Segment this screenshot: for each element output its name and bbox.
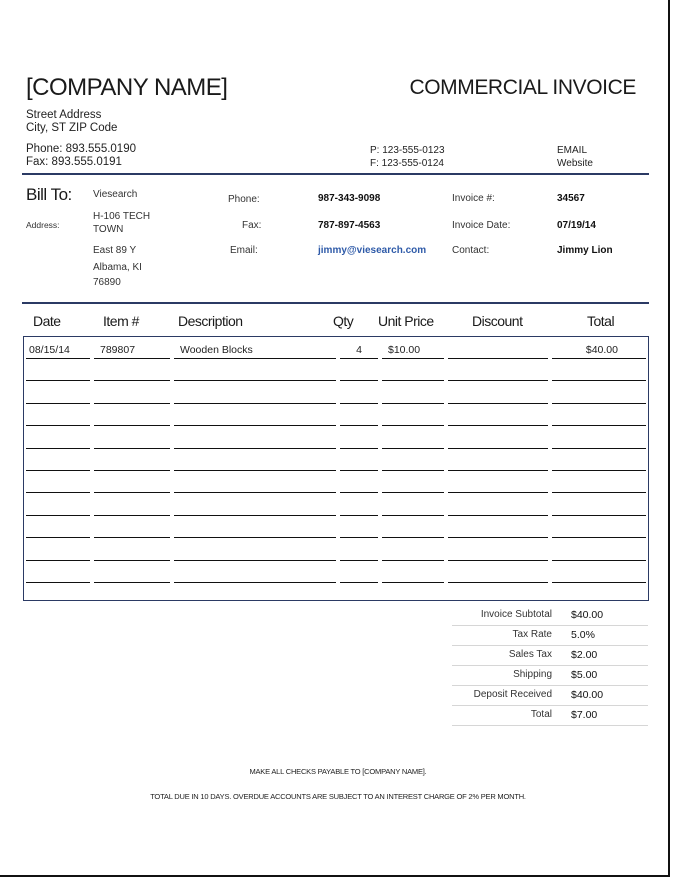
table-cell <box>174 547 336 561</box>
table-cell <box>382 569 444 583</box>
table-cell <box>174 412 336 426</box>
footer-payable: MAKE ALL CHECKS PAYABLE TO [COMPANY NAME]. <box>249 767 427 776</box>
table-cell-text: $10.00 <box>388 344 421 356</box>
totals-label: Sales Tax <box>508 649 552 660</box>
table-cell <box>94 345 170 359</box>
totals-rule <box>452 685 648 686</box>
phone-value: 987-343-9098 <box>318 193 381 204</box>
totals-rule <box>452 705 648 706</box>
col-header-date: Date <box>33 313 61 329</box>
table-cell <box>94 435 170 449</box>
invoice-date-label: Invoice Date: <box>452 220 511 231</box>
table-cell <box>552 524 646 538</box>
table-cell-text: 789807 <box>100 344 136 356</box>
table-cell <box>94 457 170 471</box>
col-header-total: Total <box>587 313 615 329</box>
table-cell <box>340 390 378 404</box>
table-cell <box>94 524 170 538</box>
contact-value: Jimmy Lion <box>557 245 613 256</box>
table-cell <box>26 435 90 449</box>
bill-to-title: Bill To: <box>26 185 72 204</box>
totals-label: Total <box>530 709 552 720</box>
table-cell <box>382 524 444 538</box>
company-name: [COMPANY NAME] <box>26 74 228 101</box>
table-cell <box>174 479 336 493</box>
table-cell-text: 08/15/14 <box>29 344 70 356</box>
table-cell <box>382 435 444 449</box>
table-cell <box>26 547 90 561</box>
email-field-label: Email: <box>230 245 258 256</box>
table-cell <box>552 502 646 516</box>
totals-label: Deposit Received <box>473 689 552 700</box>
col-header-description: Description <box>178 313 243 329</box>
table-cell <box>174 569 336 583</box>
table-cell <box>448 390 548 404</box>
footer-terms: TOTAL DUE IN 10 DAYS. OVERDUE ACCOUNTS ARE SUBJECT TO AN INTEREST CHARGE OF 2% PER MONTH. <box>150 792 526 801</box>
totals-value: $40.00 <box>571 609 604 621</box>
line-items-table <box>23 336 649 601</box>
table-cell <box>552 457 646 471</box>
table-cell <box>382 502 444 516</box>
invoice-date-value: 07/19/14 <box>557 220 596 231</box>
address-line-4: Albama, KI <box>93 262 142 273</box>
table-cell <box>94 412 170 426</box>
company-phone: Phone: 893.555.0190 <box>26 143 136 155</box>
table-cell <box>552 547 646 561</box>
table-cell <box>94 367 170 381</box>
table-cell <box>174 502 336 516</box>
table-cell <box>26 524 90 538</box>
email-value: jimmy@viesearch.com <box>318 245 427 256</box>
website-label: Website <box>557 158 593 169</box>
totals-label: Tax Rate <box>512 629 552 640</box>
street-address: Street Address <box>26 109 102 121</box>
table-cell <box>174 367 336 381</box>
totals-value: $7.00 <box>571 709 598 721</box>
totals-rule <box>452 665 648 666</box>
table-cell <box>382 457 444 471</box>
table-cell <box>174 457 336 471</box>
table-cell <box>94 390 170 404</box>
table-cell-text: $40.00 <box>585 344 618 356</box>
table-cell <box>94 547 170 561</box>
table-cell <box>448 457 548 471</box>
table-cell <box>382 367 444 381</box>
totals-label: Shipping <box>513 669 552 680</box>
table-cell <box>382 390 444 404</box>
table-cell <box>174 524 336 538</box>
totals-rule <box>452 725 648 726</box>
fax-value: 787-897-4563 <box>318 220 381 231</box>
address-line-5: 76890 <box>93 277 121 288</box>
table-cell <box>340 569 378 583</box>
totals-rule <box>452 625 648 626</box>
header-divider <box>22 173 649 175</box>
table-cell <box>552 479 646 493</box>
table-cell <box>448 547 548 561</box>
city-zip: City, ST ZIP Code <box>26 122 118 134</box>
table-cell <box>26 479 90 493</box>
table-cell <box>26 345 90 359</box>
col-header-discount: Discount <box>472 313 523 329</box>
totals-value: $2.00 <box>571 649 598 661</box>
table-cell <box>448 435 548 449</box>
billto-divider <box>22 302 649 304</box>
table-cell <box>26 457 90 471</box>
table-cell <box>552 367 646 381</box>
table-cell <box>26 569 90 583</box>
invoice-number-label: Invoice #: <box>452 193 495 204</box>
table-cell <box>552 435 646 449</box>
company-fax: Fax: 893.555.0191 <box>26 156 122 168</box>
table-cell <box>552 569 646 583</box>
table-cell <box>26 412 90 426</box>
table-cell <box>382 345 444 359</box>
f-line: F: 123-555-0124 <box>370 158 444 169</box>
table-cell <box>174 345 336 359</box>
table-cell-text: 4 <box>356 344 362 356</box>
table-cell <box>26 390 90 404</box>
address-line-1: H-106 TECH <box>93 211 151 222</box>
bill-to-name: Viesearch <box>93 189 138 200</box>
fax-label: Fax: <box>242 220 262 231</box>
table-cell <box>94 569 170 583</box>
p-line: P: 123-555-0123 <box>370 145 445 156</box>
table-cell <box>174 390 336 404</box>
contact-label: Contact: <box>452 245 490 256</box>
table-cell <box>340 524 378 538</box>
table-cell <box>382 547 444 561</box>
table-cell <box>340 457 378 471</box>
table-cell <box>448 524 548 538</box>
table-cell <box>340 435 378 449</box>
table-cell <box>26 367 90 381</box>
table-cell <box>174 435 336 449</box>
table-cell <box>552 412 646 426</box>
address-line-3: East 89 Y <box>93 245 137 256</box>
address-line-2: TOWN <box>93 224 124 235</box>
phone-label: Phone: <box>228 194 260 205</box>
table-cell <box>94 502 170 516</box>
table-cell <box>340 547 378 561</box>
document-title: COMMERCIAL INVOICE <box>409 76 636 99</box>
totals-value: 5.0% <box>571 629 595 641</box>
table-cell <box>340 479 378 493</box>
address-label: Address: <box>26 220 60 230</box>
table-cell <box>340 345 378 359</box>
table-cell <box>448 502 548 516</box>
totals-label: Invoice Subtotal <box>480 609 552 620</box>
table-cell <box>448 412 548 426</box>
totals-value: $40.00 <box>571 689 604 701</box>
table-cell <box>552 345 646 359</box>
totals-rule <box>452 645 648 646</box>
table-cell <box>552 390 646 404</box>
table-cell <box>448 345 548 359</box>
totals-value: $5.00 <box>571 669 598 681</box>
table-cell <box>448 569 548 583</box>
table-cell <box>448 367 548 381</box>
col-header-unit-price: Unit Price <box>378 313 434 329</box>
table-cell-text: Wooden Blocks <box>180 344 253 356</box>
table-cell <box>382 479 444 493</box>
table-cell <box>26 502 90 516</box>
col-header-item: Item # <box>103 313 139 329</box>
table-cell <box>448 479 548 493</box>
email-label: EMAIL <box>557 145 588 156</box>
table-cell <box>94 479 170 493</box>
table-cell <box>340 412 378 426</box>
table-cell <box>340 367 378 381</box>
col-header-qty: Qty <box>333 313 354 329</box>
table-cell <box>382 412 444 426</box>
table-cell <box>340 502 378 516</box>
invoice-number-value: 34567 <box>557 193 585 204</box>
